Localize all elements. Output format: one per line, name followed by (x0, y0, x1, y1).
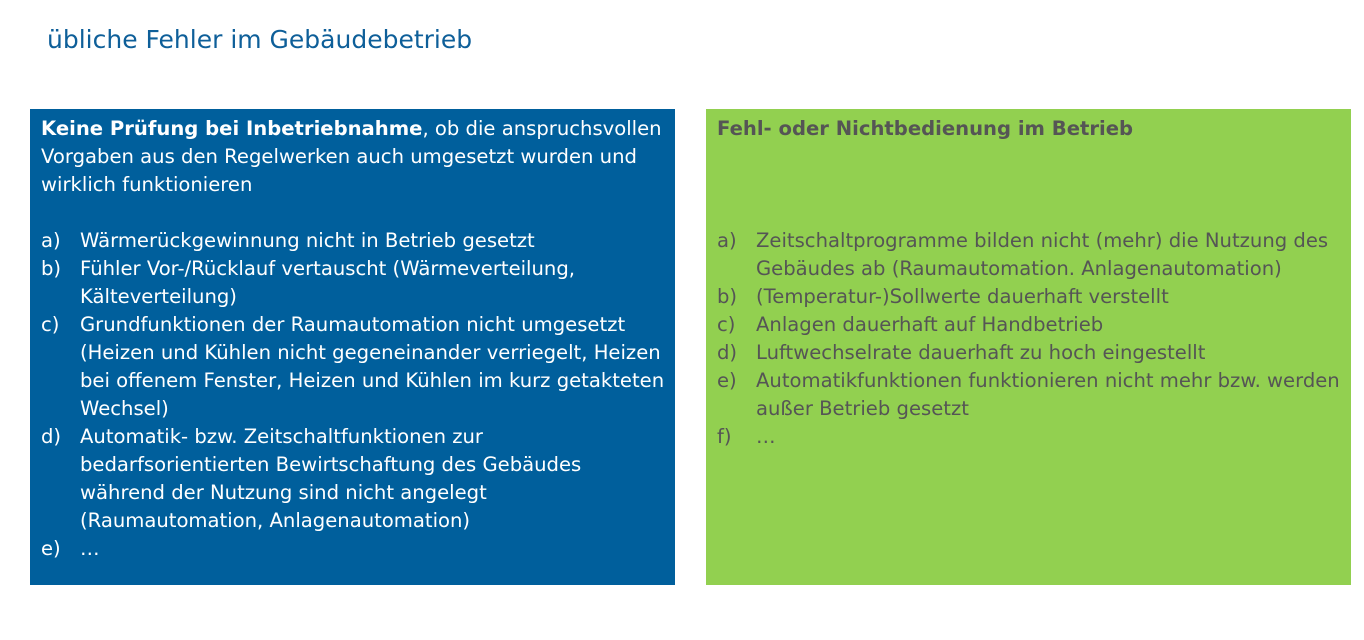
left-box-commissioning-errors (30, 109, 675, 585)
list-item-text: Anlagen dauerhaft auf Handbetrieb (756, 313, 1104, 336)
list-marker: b) (41, 257, 62, 280)
right-box-heading: Fehl- oder Nichtbedienung im Betrieb (717, 117, 1134, 140)
list-item (41, 423, 665, 535)
list-item (717, 311, 1341, 339)
list-item (41, 255, 665, 311)
list-item-text: Automatikfunktionen funktionieren nicht mehr bzw. werden außer Betrieb gesetzt (756, 369, 1340, 420)
list-item (41, 227, 665, 255)
right-box-list (717, 227, 1341, 451)
list-marker: d) (41, 425, 62, 448)
left-box-heading-bold: Keine Prüfung bei Inbetriebnahme (41, 117, 423, 140)
list-marker: e) (717, 369, 737, 392)
list-item-text: Grundfunktionen der Raumautomation nicht umgesetzt (Heizen und Kühlen nicht gegeneinander verriegelt, Heizen bei offenem Fenster, Heizen und Kühlen im kurz getakteten Wechsel) (80, 313, 665, 420)
list-marker: c) (717, 313, 736, 336)
left-box-list (41, 227, 665, 563)
list-marker: a) (41, 229, 61, 252)
list-item (717, 423, 1341, 451)
left-box-intro (41, 115, 665, 199)
list-item-text: … (756, 425, 776, 448)
right-box-operation-errors (706, 109, 1351, 585)
list-item (717, 283, 1341, 311)
list-marker: d) (717, 341, 738, 364)
list-item-text: … (80, 537, 100, 560)
list-item-text: (Temperatur-)Sollwerte dauerhaft verstellt (756, 285, 1169, 308)
list-item-text: Zeitschaltprogramme bilden nicht (mehr) die Nutzung des Gebäudes ab (Raumautomation. Anlagenautomation) (756, 229, 1329, 280)
list-item (41, 311, 665, 423)
list-marker: f) (717, 425, 732, 448)
list-item-text: Fühler Vor-/Rücklauf vertauscht (Wärmeverteilung, Kälteverteilung) (80, 257, 576, 308)
left-box-heading-rest: , ob die anspruchsvollen Vorgaben aus den Regelwerken auch umgesetzt wurden und wirklich funktionieren (41, 117, 662, 196)
list-marker: c) (41, 313, 60, 336)
list-item (41, 535, 665, 563)
list-marker: e) (41, 537, 61, 560)
list-item-text: Automatik- bzw. Zeitschaltfunktionen zur bedarfsorientierten Bewirtschaftung des Gebäudes während der Nutzung sind nicht angelegt (Raumautomation, Anlagenautomation) (80, 425, 582, 532)
list-item-text: Wärmerückgewinnung nicht in Betrieb gesetzt (80, 229, 535, 252)
list-item (717, 367, 1341, 423)
page-title: übliche Fehler im Gebäudebetrieb (47, 25, 473, 54)
list-marker: b) (717, 285, 738, 308)
list-item-text: Luftwechselrate dauerhaft zu hoch eingestellt (756, 341, 1206, 364)
list-marker: a) (717, 229, 737, 252)
list-item (717, 339, 1341, 367)
list-item (717, 227, 1341, 283)
